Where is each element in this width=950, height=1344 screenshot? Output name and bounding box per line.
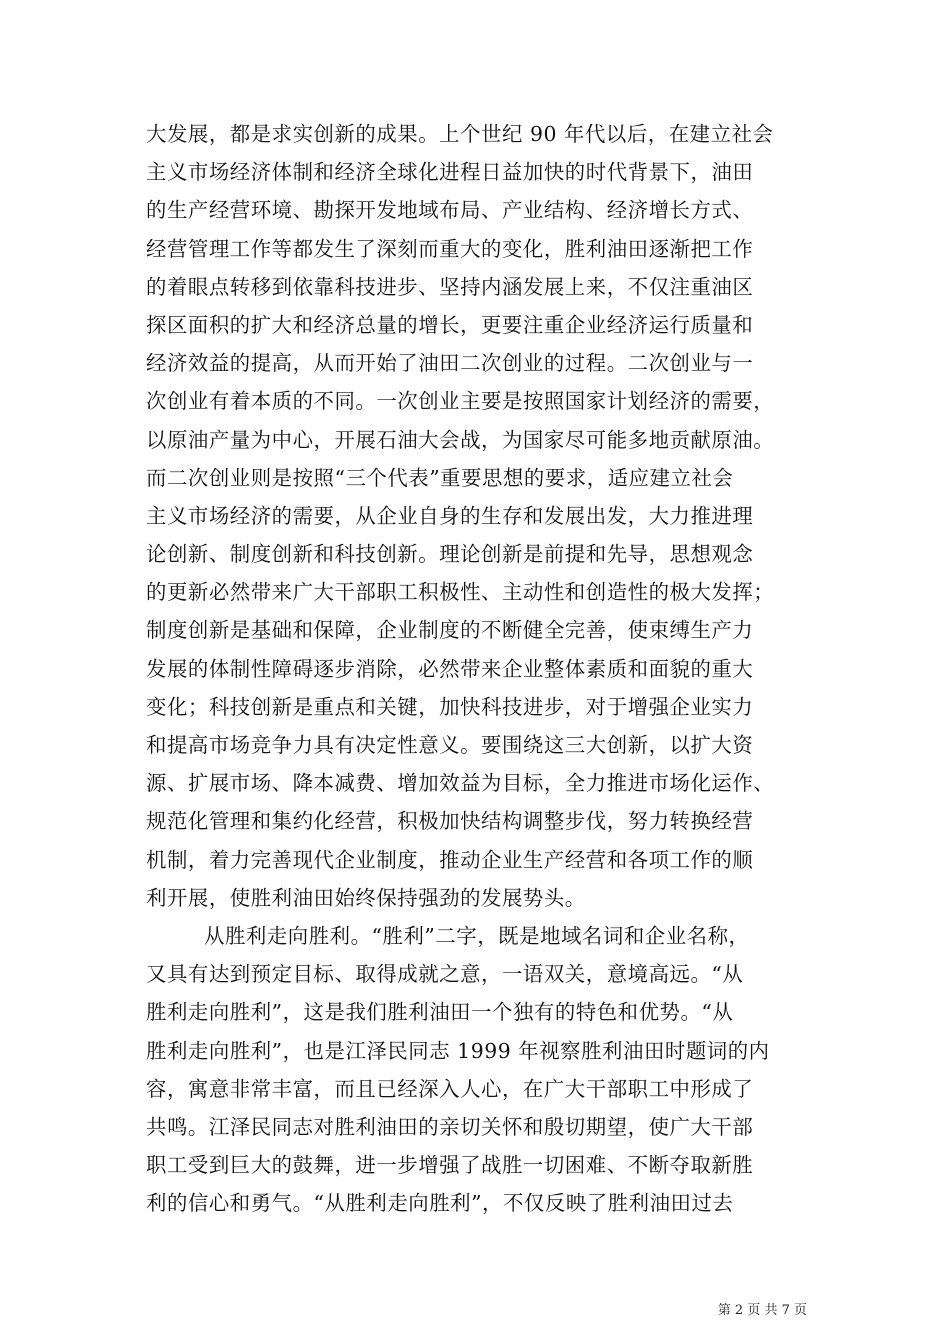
text-line: 利的信心和勇气。“从胜利走向胜利”，不仅反映了胜利油田过去 [146, 1191, 734, 1216]
page-number: 第 2 页 共 7 页 [717, 1303, 807, 1318]
text-line: 制度创新是基础和保障，企业制度的不断健全完善，使束缚生产力 [146, 618, 754, 643]
text-line: 胜利走向胜利”，这是我们胜利油田一个独有的特色和优势。“从 [146, 1000, 734, 1025]
text-line: 容，寓意非常丰富，而且已经深入人心，在广大干部职工中形成了 [146, 1076, 754, 1101]
paragraph-start-line: 从胜利走向胜利。“胜利”二字，既是地域名词和企业名称， [204, 923, 750, 948]
text-line: 利开展，使胜利油田始终保持强劲的发展势头。 [146, 885, 586, 910]
text-line: 论创新、制度创新和科技创新。理论创新是前提和先导，思想观念 [146, 542, 754, 567]
text-line: 探区面积的扩大和经济总量的增长，更要注重企业经济运行质量和 [146, 312, 754, 337]
body-text [146, 115, 816, 1222]
text-line: 发展的体制性障碍逐步消除，必然带来企业整体素质和面貌的重大 [146, 656, 754, 681]
text-line: 职工受到巨大的鼓舞，进一步增强了战胜一切困难、不断夺取新胜 [146, 1153, 754, 1178]
text-line: 而二次创业则是按照“三个代表”重要思想的要求，适应建立社会 [146, 465, 734, 490]
text-line: 规范化管理和集约化经营，积极加快结构调整步伐，努力转换经营 [146, 809, 754, 834]
text-line: 又具有达到预定目标、取得成就之意，一语双关，意境高远。“从 [146, 962, 744, 987]
text-line: 经营管理工作等都发生了深刻而重大的变化，胜利油田逐渐把工作 [146, 236, 754, 261]
text-line: 主义市场经济体制和经济全球化进程日益加快的时代背景下，油田 [146, 160, 754, 185]
text-line: 共鸣。江泽民同志对胜利油田的亲切关怀和殷切期望，使广大干部 [146, 1114, 754, 1139]
text-line: 变化；科技创新是重点和关键，加快科技进步，对于增强企业实力 [146, 694, 754, 719]
text-line: 的更新必然带来广大干部职工积极性、主动性和创造性的极大发挥； [146, 580, 775, 605]
text-line: 主义市场经济的需要，从企业自身的生存和发展出发，大力推进理 [146, 503, 754, 528]
text-line: 源、扩展市场、降本减费、增加效益为目标，全力推进市场化运作、 [146, 771, 775, 796]
text-line: 大发展，都是求实创新的成果。上个世纪 90 年代以后，在建立社会 [146, 122, 774, 146]
text-line: 机制，着力完善现代企业制度，推动企业生产经营和各项工作的顺 [146, 847, 754, 872]
text-line: 胜利走向胜利”，也是江泽民同志 1999 年视察胜利油田时题词的内 [146, 1038, 770, 1063]
text-line: 经济效益的提高，从而开始了油田二次创业的过程。二次创业与一 [146, 351, 754, 376]
text-line: 以原油产量为中心，开展石油大会战，为国家尽可能多地贡献原油。 [146, 427, 775, 452]
text-line: 次创业有着本质的不同。一次创业主要是按照国家计划经济的需要， [146, 389, 775, 414]
text-line: 和提高市场竞争力具有决定性意义。要围绕这三大创新，以扩大资 [146, 733, 754, 757]
text-line: 的着眼点转移到依靠科技进步、坚持内涵发展上来，不仅注重油区 [146, 274, 754, 299]
text-line: 的生产经营环境、勘探开发地域布局、产业结构、经济增长方式、 [146, 198, 754, 223]
